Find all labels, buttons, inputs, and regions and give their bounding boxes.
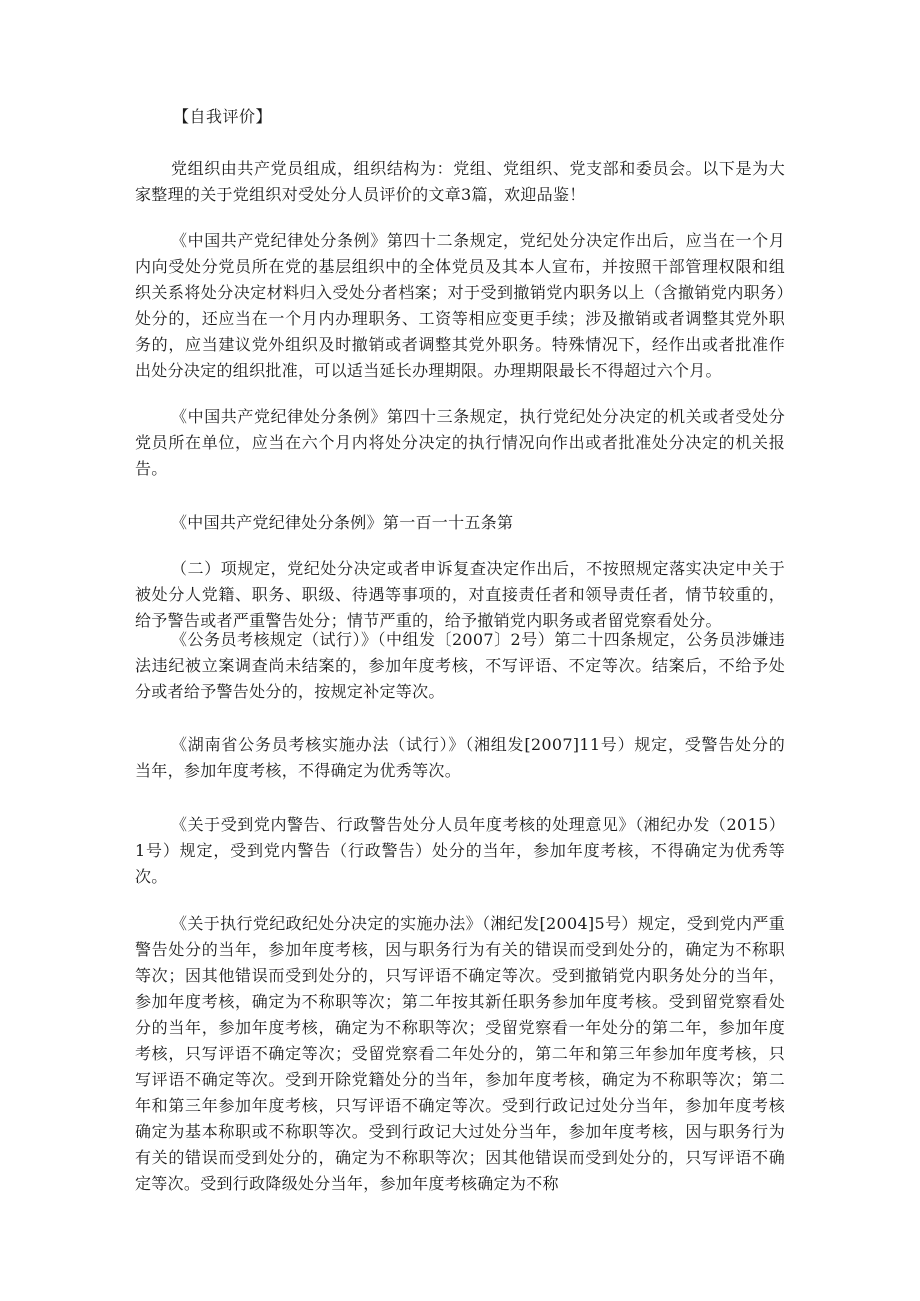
warning-handling-paragraph: 《关于受到党内警告、行政警告处分人员年度考核的处理意见》（湘纪办发（2015）1号）规定，受到党内警告（行政警告）处分的当年，参加年度考核，不得确定为优秀等次。 — [135, 815, 785, 886]
implementation-measures-paragraph: 《关于执行党纪政纪处分决定的实施办法》（湘纪发[2004]5号）规定，受到党内严重警告处分的当年，参加年度考核，因与职务行为有关的错误而受到处分的，确定为不称职等次；因其他错误而受到处分的，只写评语不确定等次。受到撤销党内职务处分的当年，参加年度考核，确定为不称职等次；第二年按其新任职务参加年度考核。受到留党察看处分的当年，参加年度考核，确定为不称职等次；受留党察看一年处分的第二年，参加年度考核，只写评语不确定等次；受留党察看二年处分的，第二年和第三年参加年度考核，只写评语不确定等次。受到开除党籍处分的当年，参加年度考核，确定为不称职等次；第二年和第三年参加年度考核，只写评语不确定等次。受到行政记过处分当年，参加年度考核确定为基本称职或不称职等次。受到行政记大过处分当年，参加年度考核，因与职务行为有关的错误而受到处分的，确定为不称职等次；因其他错误而受到处分的，只写评语不确定等次。受到行政降级处分当年，参加年度考核确定为不称 — [135, 914, 785, 1193]
article-43-paragraph: 《中国共产党纪律处分条例》第四十三条规定，执行党纪处分决定的机关或者受处分党员所在单位，应当在六个月内将处分决定的执行情况向作出或者批准处分决定的机关报告。 — [135, 407, 785, 478]
article-115-paragraph: 《中国共产党纪律处分条例》第一百一十五条第 — [171, 513, 514, 532]
item-2-paragraph: （二）项规定，党纪处分决定或者申诉复查决定作出后，不按照规定落实决定中关于被处分人党籍、职务、职级、待遇等事项的，对直接责任者和领导责任者，情节较重的，给予警告或者严重警告处分；情节严重的，给予撤销党内职务或者留党察看处分。 — [135, 559, 785, 630]
section-heading: 【自我评价】 — [173, 107, 273, 126]
article-42-paragraph: 《中国共产党纪律处分条例》第四十二条规定，党纪处分决定作出后，应当在一个月内向受处分党员所在党的基层组织中的全体党员及其本人宣布，并按照干部管理权限和组织关系将处分决定材料归入受处分者档案；对于受到撤销党内职务以上（含撤销党内职务）处分的，还应当在一个月内办理职务、工资等相应变更手续；涉及撤销或者调整其党外职务的，应当建议党外组织及时撤销或者调整其党外职务。特殊情况下，经作出或者批准作出处分决定的组织批准，可以适当延长办理期限。办理期限最长不得超过六个月。 — [135, 231, 785, 380]
intro-paragraph: 党组织由共产党员组成，组织结构为：党组、党组织、党支部和委员会。以下是为大家整理的关于党组织对受处分人员评价的文章3篇，欢迎品鉴！ — [135, 159, 785, 204]
civil-servant-assessment-paragraph: 《公务员考核规定（试行）》（中组发〔2007〕2号）第二十四条规定，公务员涉嫌违法违纪被立案调查尚未结案的，参加年度考核，不写评语、不定等次。结案后，不给予处分或者给予警告处分的，按规定补定等次。 — [135, 630, 785, 701]
hunan-assessment-paragraph: 《湖南省公务员考核实施办法（试行）》（湘组发[2007]11号）规定，受警告处分的当年，参加年度考核，不得确定为优秀等次。 — [135, 735, 785, 780]
